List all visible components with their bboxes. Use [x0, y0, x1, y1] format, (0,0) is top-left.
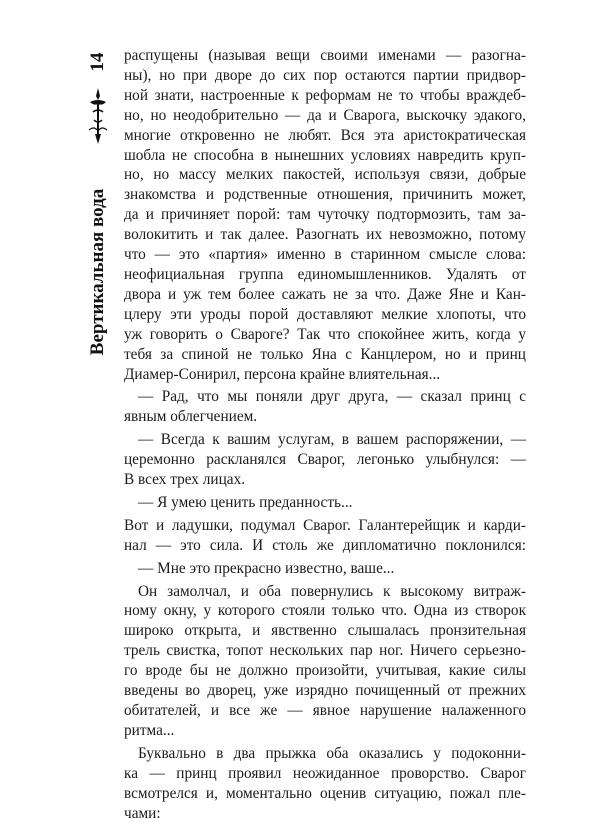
- paragraph: [124, 387, 526, 427]
- text-line: многие откровенно не любят. Вся эта аристократическая: [124, 126, 526, 144]
- text-line: — Я умею ценить преданность...: [138, 493, 353, 511]
- text-line: ритма...: [124, 721, 175, 739]
- text-line: уж говорить о Свароге? Так что спокойнее жить, когда у: [124, 325, 526, 343]
- text-line: знакомства и родственные отношения, причинить может,: [124, 186, 526, 204]
- text-line: двора и уж тем более сажать не за что. Даже Яне и Кан-: [124, 285, 526, 303]
- text-line: да и причиняет порой: там чуточку подтормозить, там за-: [124, 206, 526, 224]
- book-text-column: [124, 46, 526, 823]
- text-line: но, но неодобрительно — да и Сварога, выскочку эдакого,: [124, 106, 526, 124]
- text-line: — Всегда к вашим услугам, в вашем распоряжении, —: [138, 431, 526, 449]
- text-line: что — это «партия» именно в старинном смысле слова:: [124, 246, 526, 264]
- text-line: распущены (называя вещи своими именами — разогна-: [124, 47, 526, 64]
- text-line: Диамер-Сонирил, персона крайне влиятельная...: [124, 365, 441, 383]
- text-line: ны), но при дворе до сих пор остаются партии придвор-: [124, 66, 526, 84]
- text-line: шобла не способна в нынешних условиях навредить круп-: [124, 146, 526, 164]
- paragraph: [124, 46, 526, 384]
- page-number: 14: [87, 52, 108, 72]
- text-line: Вот и ладушки, подумал Сварог. Галантерейщик и карди-: [124, 516, 526, 534]
- text-line: явным облегчением.: [124, 408, 258, 426]
- paragraph: [124, 559, 526, 579]
- paragraph: [124, 582, 526, 741]
- text-line: Буквально в два прыжка оба оказались у подоконни-: [138, 744, 526, 762]
- text-line: обитателей, и все же — явное нарушение налаженного: [124, 702, 526, 719]
- text-line: неофициальная группа единомышленников. Удалять от: [124, 265, 526, 283]
- text-line: но, но массу мелких пакостей, используя связи, добрые: [124, 166, 526, 184]
- page-gutter: [84, 48, 112, 388]
- text-line: ной знати, настроенные к реформам не то чтобы враждеб-: [124, 86, 526, 104]
- text-line: тебя за спиной не только Яна с Канцлером, но и принц: [124, 345, 526, 363]
- paragraph: [124, 430, 526, 490]
- paragraph: [124, 493, 526, 513]
- paragraph: [124, 516, 526, 556]
- text-line: трель свистка, топот нескольких пар ног. Ничего серьезно-: [124, 642, 526, 660]
- text-line: волокитить и так далее. Разогнать их невозможно, потому: [124, 226, 526, 244]
- paragraph: [124, 744, 526, 823]
- text-line: — Рад, что мы поняли друг друга, — сказал принц с: [138, 388, 526, 406]
- text-line: го вроде бы не должно произойти, учитывая, какие силы: [124, 662, 526, 680]
- text-line: Он замолчал, и оба повернулись к высокому витраж-: [138, 582, 526, 600]
- text-line: нал — это сила. И столь же дипломатично поклонился:: [124, 536, 526, 554]
- text-line: всмотрелся и, моментально оценив ситуацию, пожал пле-: [124, 784, 526, 802]
- text-line: введены во дворец, уже изрядно почищенный от прежних: [124, 682, 526, 700]
- text-line: цлеру эти уроды порой доставляют мелкие хлопоты, что: [124, 305, 526, 323]
- text-line: церемонно раскланялся Сварог, легонько улыбнулся: —: [124, 451, 526, 469]
- text-line: широко открыта, и явственно слышалась пронзительная: [124, 622, 526, 640]
- text-line: чами:: [124, 804, 161, 822]
- sword-ornament-icon: [86, 86, 110, 146]
- text-line: ка — принц проявил неожиданное проворство. Сварог: [124, 764, 526, 782]
- text-line: — Мне это прекрасно известно, ваше...: [138, 559, 395, 577]
- text-line: ному окну, у которого стояли только что. Одна из створок: [124, 602, 526, 620]
- running-title: Вертикальная вода: [87, 188, 108, 356]
- text-line: В всех трех лицах.: [124, 471, 246, 489]
